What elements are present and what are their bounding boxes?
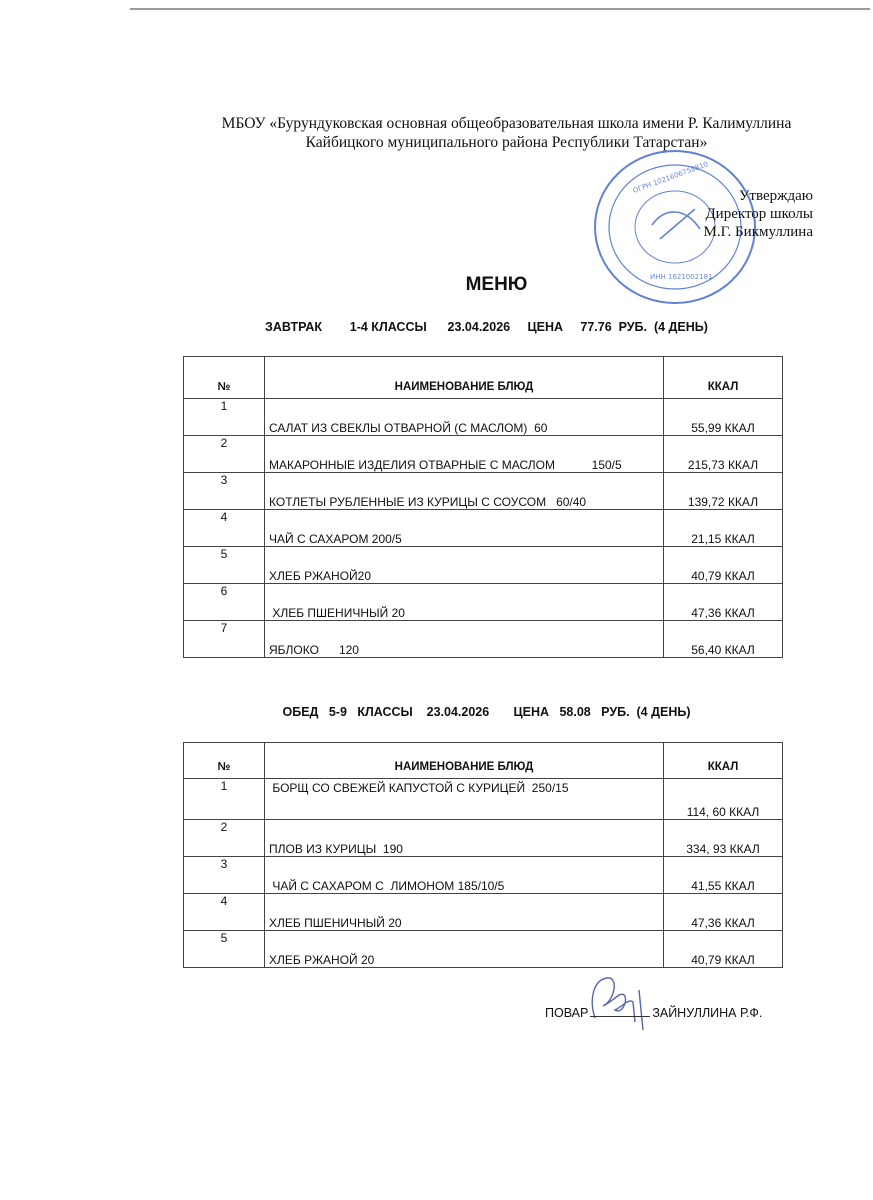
row-dish: МАКАРОННЫЕ ИЗДЕЛИЯ ОТВАРНЫЕ С МАСЛОМ 150/5 [265,436,664,473]
table-row [184,584,783,621]
cook-signoff [545,1006,762,1020]
row-kcal: 55,99 ККАЛ [664,399,783,436]
row-dish: ХЛЕБ ПШЕНИЧНЫЙ 20 [265,894,664,931]
row-dish: САЛАТ ИЗ СВЕКЛЫ ОТВАРНОЙ (С МАСЛОМ) 60 [265,399,664,436]
row-num: 5 [184,931,265,968]
row-dish: ЧАЙ С САХАРОМ 200/5 [265,510,664,547]
row-kcal: 334, 93 ККАЛ [664,820,783,857]
breakfast-header: ЗАВТРАК 1-4 КЛАССЫ 23.04.2026 ЦЕНА 77.76 РУБ. (4 ДЕНЬ) [265,320,708,334]
row-dish: ЯБЛОКО 120 [265,621,664,658]
row-num: 4 [184,510,265,547]
row-num: 2 [184,436,265,473]
row-num: 1 [184,399,265,436]
lunch-header: ОБЕД 5-9 КЛАССЫ 23.04.2026 ЦЕНА 58.08 РУБ. (4 ДЕНЬ) [282,705,691,719]
table-row [184,436,783,473]
breakfast-table-header-row [184,357,783,399]
table-row [184,473,783,510]
row-dish: ХЛЕБ ПШЕНИЧНЫЙ 20 [265,584,664,621]
table-row [184,547,783,584]
row-num: 7 [184,621,265,658]
approval-line-2: Директор школы [705,206,813,222]
cook-label: ПОВАР [545,1006,589,1020]
row-dish: КОТЛЕТЫ РУБЛЕННЫЕ ИЗ КУРИЦЫ С СОУСОМ 60/40 [265,473,664,510]
row-dish: ПЛОВ ИЗ КУРИЦЫ 190 [265,820,664,857]
stamp-ogrn-text: ОГРН 1021606758810 [631,160,710,195]
scan-edge-line [130,8,870,10]
row-num: 2 [184,820,265,857]
row-kcal: 40,79 ККАЛ [664,931,783,968]
row-kcal: 47,36 ККАЛ [664,584,783,621]
table-row [184,621,783,658]
approval-line-1: Утверждаю [738,188,813,204]
approval-line-3: М.Г. Бикмуллина [703,224,813,240]
signature-line [590,1006,650,1017]
column-header-kcal: ККАЛ [664,743,783,779]
row-num: 5 [184,547,265,584]
table-row [184,510,783,547]
table-row [184,779,783,820]
stamp-inn-text: ИНН 1621002181 [650,273,713,281]
lunch-table-header-row [184,743,783,779]
row-num: 6 [184,584,265,621]
lunch-table [183,742,783,968]
page-title: МЕНЮ [465,274,528,295]
organization-line-1: МБОУ «Бурундуковская основная общеобразовательная школа имени Р. Калимуллина [221,115,792,132]
column-header-kcal: ККАЛ [664,357,783,399]
table-row [184,931,783,968]
column-header-name: НАИМЕНОВАНИЕ БЛЮД [265,357,664,399]
table-row [184,857,783,894]
column-header-num: № [184,357,265,399]
row-kcal: 56,40 ККАЛ [664,621,783,658]
row-kcal: 139,72 ККАЛ [664,473,783,510]
row-num: 4 [184,894,265,931]
cook-signature [585,970,655,1035]
breakfast-table [183,356,783,658]
row-num: 1 [184,779,265,820]
row-kcal: 21,15 ККАЛ [664,510,783,547]
row-num: 3 [184,473,265,510]
row-dish: ХЛЕБ РЖАНОЙ20 [265,547,664,584]
row-kcal: 114, 60 ККАЛ [664,779,783,820]
organization-line-2: Кайбицкого муниципального района Республики Татарстан» [305,134,708,151]
row-kcal: 40,79 ККАЛ [664,547,783,584]
row-kcal: 47,36 ККАЛ [664,894,783,931]
row-kcal: 41,55 ККАЛ [664,857,783,894]
row-dish: БОРЩ СО СВЕЖЕЙ КАПУСТОЙ С КУРИЦЕЙ 250/15 [265,779,664,820]
row-dish: ЧАЙ С САХАРОМ С ЛИМОНОМ 185/10/5 [265,857,664,894]
table-row [184,820,783,857]
column-header-name: НАИМЕНОВАНИЕ БЛЮД [265,743,664,779]
row-dish: ХЛЕБ РЖАНОЙ 20 [265,931,664,968]
row-num: 3 [184,857,265,894]
row-kcal: 215,73 ККАЛ [664,436,783,473]
column-header-num: № [184,743,265,779]
cook-name: ЗАЙНУЛЛИНА Р.Ф. [652,1006,763,1020]
table-row [184,399,783,436]
table-row [184,894,783,931]
